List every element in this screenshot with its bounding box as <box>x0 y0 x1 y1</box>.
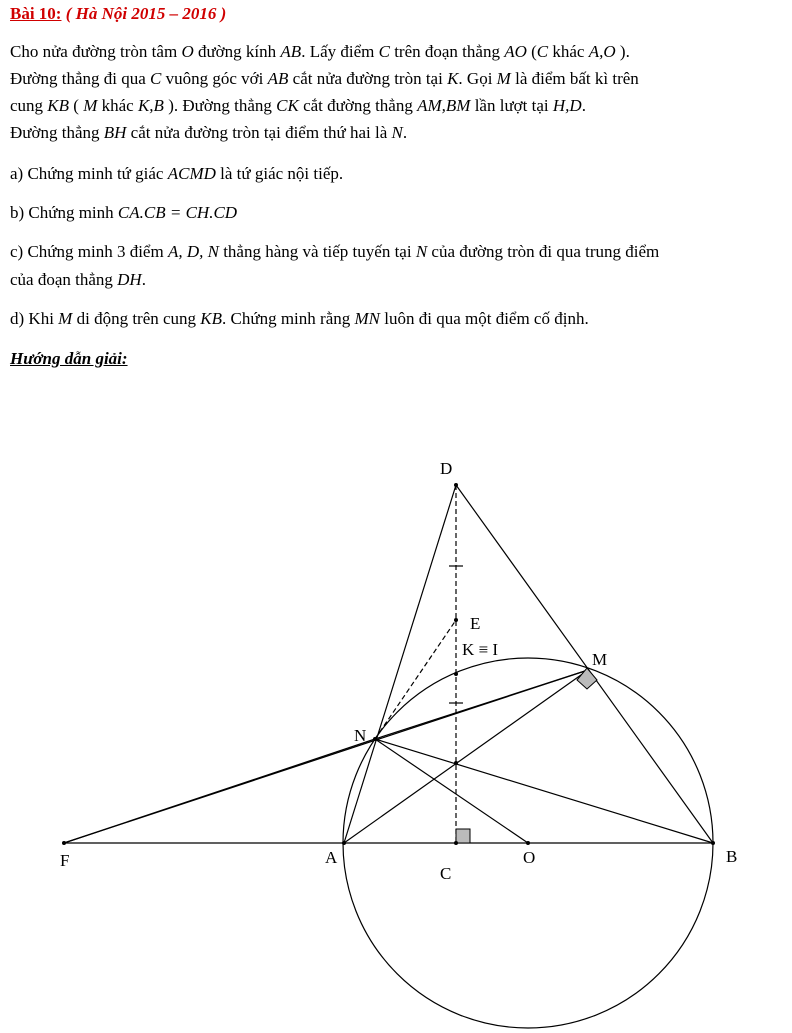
text-segment: d) Khi <box>10 309 59 328</box>
text-segment: cắt đường thẳng <box>298 96 418 115</box>
math-expression: N <box>391 123 403 142</box>
label-f: F <box>60 851 70 870</box>
label-c: C <box>440 864 452 883</box>
problem-source: ( Hà Nội 2015 – 2016 ) <box>65 4 227 23</box>
label-d: D <box>440 459 453 478</box>
text-segment: . Chứng minh rằng <box>222 309 355 328</box>
label-e: E <box>470 614 481 633</box>
point-c <box>454 841 458 845</box>
label-m: M <box>592 650 608 669</box>
segment-no <box>375 739 528 843</box>
text-segment: . Lấy điểm <box>301 42 379 61</box>
text-segment: . <box>402 123 408 142</box>
text-segment: . <box>141 270 146 289</box>
text-segment: ( <box>69 96 84 115</box>
text-segment: . Gọi <box>458 69 497 88</box>
math-expression: ACMD <box>167 164 216 183</box>
math-expression: DH <box>117 270 142 289</box>
text-segment: Cho nửa đường tròn tâm <box>10 42 182 61</box>
segment-fn <box>64 739 375 843</box>
math-expression: MN <box>354 309 380 328</box>
text-segment: c) Chứng minh 3 điểm <box>10 242 168 261</box>
math-expression: K,B <box>137 96 164 115</box>
label-b: B <box>726 847 738 866</box>
point-o <box>526 841 530 845</box>
point-a <box>342 841 346 845</box>
text-segment: Đường thẳng <box>10 123 104 142</box>
text-segment: là tứ giác nội tiếp. <box>215 164 344 183</box>
text-segment: lần lượt tại <box>470 96 553 115</box>
segment-nm <box>375 670 588 739</box>
segment-am <box>344 670 588 843</box>
math-expression: AO <box>504 42 527 61</box>
math-expression: A,O <box>588 42 616 61</box>
point-n <box>373 737 377 741</box>
segment-db <box>456 485 713 843</box>
label-k-i: K ≡ I <box>462 640 499 659</box>
segment-da <box>344 485 456 843</box>
text-segment: di động trên cung <box>72 309 201 328</box>
math-expression: C <box>378 42 390 61</box>
math-expression: H,D <box>552 96 582 115</box>
math-expression: C <box>536 42 549 61</box>
text-segment: ). Đường thẳng <box>163 96 277 115</box>
problem-number: Bài 10: <box>10 4 62 23</box>
solution-guide-heading: Hướng dẫn giải: <box>10 349 128 368</box>
text-segment: của đoạn thẳng <box>10 270 118 289</box>
label-a: A <box>325 848 338 867</box>
text-segment: luôn đi qua một điểm cố định. <box>380 309 589 328</box>
text-segment: b) Chứng minh <box>10 203 118 222</box>
point-h <box>454 761 458 765</box>
text-segment: cung <box>10 96 48 115</box>
text-segment: cắt nửa đường tròn tại điểm thứ hai là <box>126 123 392 142</box>
right-angle-mark-m <box>577 668 597 689</box>
math-expression: KB <box>47 96 70 115</box>
text-segment: cắt nửa đường tròn tại <box>288 69 448 88</box>
label-o: O <box>523 848 536 867</box>
point-k <box>454 672 458 676</box>
math-expression: CK <box>276 96 299 115</box>
text-segment: . <box>581 96 586 115</box>
text-segment: là điểm bất kì trên <box>510 69 639 88</box>
text-segment: khác <box>97 96 138 115</box>
math-expression: M <box>58 309 73 328</box>
math-expression: O <box>181 42 194 61</box>
math-expression: AM,BM <box>417 96 471 115</box>
segment-ne <box>375 620 456 739</box>
text-segment: Đường thẳng đi qua <box>10 69 151 88</box>
math-expression: A, D, N <box>167 242 219 261</box>
text-segment: khác <box>548 42 589 61</box>
math-expression: M <box>496 69 511 88</box>
math-expression: N <box>415 242 428 261</box>
point-e <box>454 618 458 622</box>
text-segment: a) Chứng minh tứ giác <box>10 164 168 183</box>
math-expression: KB <box>200 309 223 328</box>
math-expression: AB <box>280 42 302 61</box>
text-segment: của đường tròn đi qua trung điểm <box>427 242 660 261</box>
text-segment: ( <box>526 42 537 61</box>
point-b <box>711 841 715 845</box>
segment-nb <box>375 739 713 843</box>
math-expression: K <box>447 69 459 88</box>
math-expression: CA.CB = CH.CD <box>117 203 238 222</box>
math-expression: BH <box>103 123 127 142</box>
right-angle-mark-c <box>456 829 470 843</box>
label-n: N <box>354 726 367 745</box>
text-segment: thẳng hàng và tiếp tuyến tại <box>218 242 416 261</box>
math-expression: M <box>83 96 98 115</box>
text-segment: vuông góc với <box>161 69 268 88</box>
math-expression: AB <box>267 69 289 88</box>
math-expression: C <box>150 69 162 88</box>
text-segment: trên đoạn thẳng <box>389 42 505 61</box>
point-f <box>62 841 66 845</box>
text-segment: đường kính <box>193 42 281 61</box>
text-segment: ). <box>615 42 630 61</box>
point-d <box>454 483 458 487</box>
